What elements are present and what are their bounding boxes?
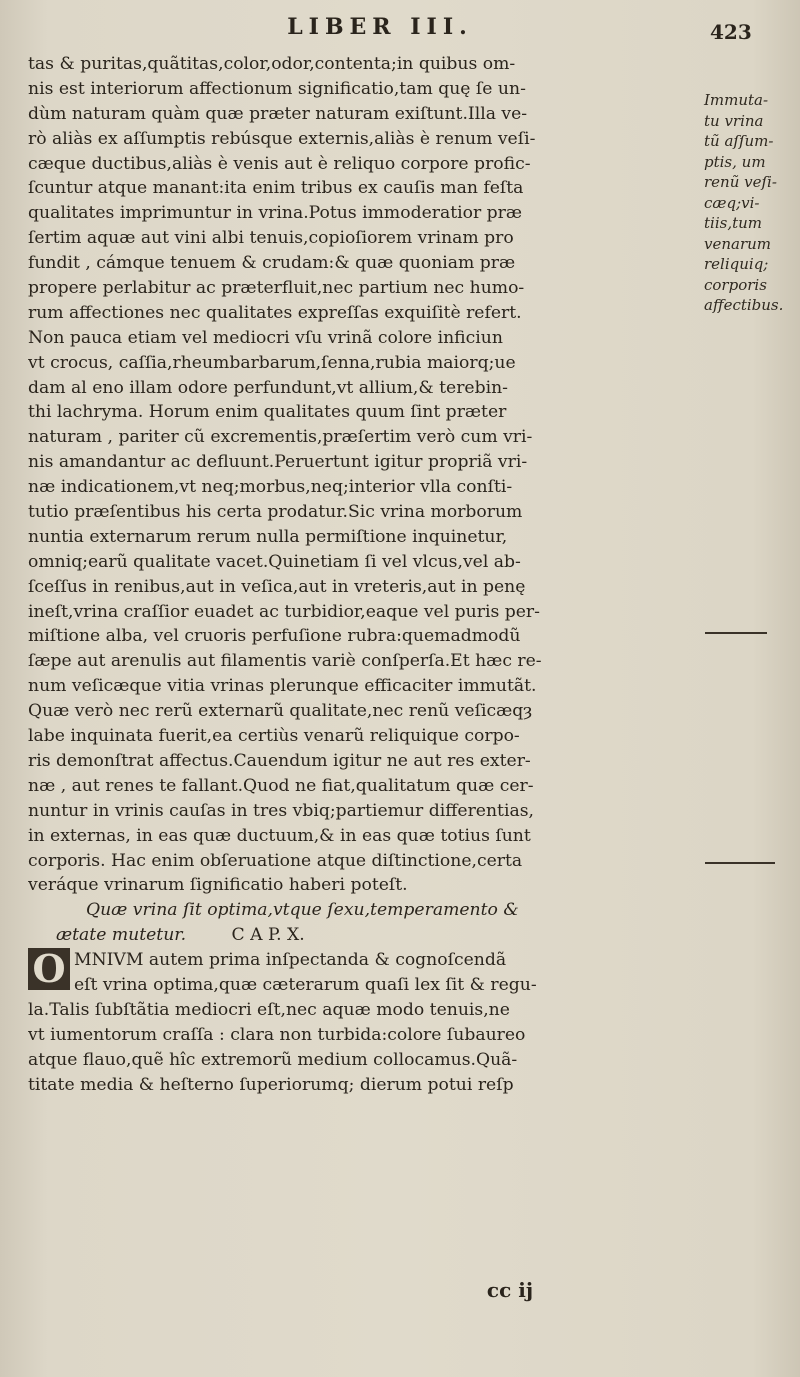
margin-rule bbox=[705, 632, 767, 634]
text-line: labe inquinata fuerit,ea certiùs venarũ reliquique corpo- bbox=[28, 726, 520, 747]
chapter-title: Quæ vrina ſit optima,vtque ſexu,temperamento & bbox=[86, 900, 519, 921]
chapter-title-continued bbox=[28, 923, 700, 948]
chapter-title-line2: ætate mutetur. bbox=[56, 925, 187, 946]
chapter-opening bbox=[28, 948, 700, 998]
text-line: thi lachryma. Horum enim qualitates quum ſint præter bbox=[28, 402, 507, 423]
text-line: dùm naturam quàm quæ præter naturam exiſtunt.Illa ve- bbox=[28, 103, 528, 124]
text-line: ſceſſus in renibus,aut in veſica,aut in vreteris,aut in penę bbox=[28, 576, 526, 597]
margin-rule bbox=[705, 862, 775, 864]
text-line: nuntur in vrinis cauſas in tres vbiq;partiemur differentias, bbox=[28, 800, 534, 821]
margin-note-line: tũ aſſum- bbox=[704, 132, 774, 150]
chapter-number: C A P. X. bbox=[231, 925, 305, 946]
margin-note-line: renũ veſi- bbox=[704, 173, 777, 191]
text-line: titate media & heſterno ſuperiorumq; dierum potui reſp bbox=[28, 1074, 514, 1095]
body-text bbox=[28, 52, 700, 1097]
text-line: ſæpe aut arenulis aut filamentis variè conſperſa.Et hæc re- bbox=[28, 651, 542, 672]
text-line: næ , aut renes te fallant.Quod ne fiat,qualitatum quæ cer- bbox=[28, 775, 534, 796]
text-line: ineſt,vrina craſſior euadet ac turbidior,eaque vel puris per- bbox=[28, 601, 540, 622]
text-line: vt iumentorum craſſa : clara non turbida:colore ſubaureo bbox=[28, 1024, 526, 1045]
text-line: veráque vrinarum ſignificatio haberi poteſt. bbox=[28, 875, 408, 896]
text-line: num veſicæque vitia vrinas plerunque efficaciter immutãt. bbox=[28, 676, 537, 697]
text-line: la.Talis ſubſtãtia mediocri eſt,nec aquæ modo tenuis,ne bbox=[28, 999, 510, 1020]
text-line: propere perlabitur ac præterfluit,nec partium nec humo- bbox=[28, 278, 525, 299]
text-line: nis amandantur ac defluunt.Peruertunt igitur propriã vri- bbox=[28, 452, 528, 473]
text-line: ſertim aquæ aut vini albi tenuis,copioſiorem vrinam pro bbox=[28, 228, 514, 249]
text-line: nis est interiorum affectionum significatio,tam quę ſe un- bbox=[28, 78, 526, 99]
text-line: omniq;earũ qualitate vacet.Quinetiam ſi vel vlcus,vel ab- bbox=[28, 551, 521, 572]
text-line: rò aliàs ex aſſumptis rebúsque externis,aliàs è renum veſi- bbox=[28, 128, 536, 149]
margin-note-line: tiis,tum bbox=[704, 214, 763, 232]
text-line: fundit , cámque tenuem & crudam:& quæ quoniam præ bbox=[28, 253, 516, 274]
text-line: dam al eno illam odore perfundunt,vt allium,& terebin- bbox=[28, 377, 508, 398]
decorated-initial: O bbox=[28, 948, 70, 990]
text-line: Non pauca etiam vel mediocri vſu vrinã colore inficiun bbox=[28, 327, 503, 348]
margin-note-line: affectibus. bbox=[704, 296, 784, 314]
margin-note-line: cæq;vi- bbox=[704, 193, 760, 212]
text-line: vt crocus, caſſia,rheumbarbarum,ſenna,rubia maiorq;ue bbox=[28, 352, 516, 373]
margin-note bbox=[704, 90, 794, 316]
text-line: rum affectiones nec qualitates expreſſas exquiſitè refert. bbox=[28, 302, 522, 323]
page-number: 423 bbox=[710, 20, 752, 44]
text-line: in externas, in eas quæ ductuum,& in eas quæ totius ſunt bbox=[28, 825, 531, 846]
text-line: cæque ductibus,aliàs è venis aut è reliquo corpore profic- bbox=[28, 153, 531, 174]
text-line: Quæ verò nec rerũ externarũ qualitate,nec renũ veſicæqȝ bbox=[28, 701, 533, 722]
signature-mark: cc ij bbox=[486, 1278, 534, 1302]
margin-note-line: ptis, um bbox=[704, 152, 766, 171]
text-line: næ indicationem,vt neq;morbus,neq;interior vlla conſti- bbox=[28, 477, 513, 498]
text-line: qualitates imprimuntur in vrina.Potus immoderatior præ bbox=[28, 203, 523, 224]
text-line: miſtione alba, vel cruoris perfuſione rubra:quemadmodũ bbox=[28, 626, 521, 647]
text-line: ſcuntur atque manant:ita enim tribus ex cauſis man feſta bbox=[28, 178, 524, 199]
margin-note-line: venarum bbox=[704, 234, 772, 253]
text-line: tas & puritas,quãtitas,color,odor,contenta;in quibus om- bbox=[28, 54, 516, 74]
text-line: MNIVM autem prima inſpectanda & cognoſcendã bbox=[74, 950, 507, 971]
text-line: nuntia externarum rerum nulla permiſtione inquinetur, bbox=[28, 526, 508, 547]
margin-note-line: reliquiq; bbox=[704, 255, 769, 273]
text-line: ris demonſtrat affectus.Cauendum igitur ne aut res exter- bbox=[28, 750, 531, 771]
margin-note-line: Immuta- bbox=[704, 91, 769, 109]
text-line: atque flauo,quẽ hîc extremorũ medium collocamus.Quã- bbox=[28, 1049, 518, 1070]
text-line: corporis. Hac enim obſeruatione atque diſtinctione,certa bbox=[28, 850, 523, 871]
text-line: tutio præſentibus his certa prodatur.Sic vrina morborum bbox=[28, 502, 523, 523]
text-line: eſt vrina optima,quæ cæterarum quaſi lex ſit & regu- bbox=[74, 974, 537, 995]
text-line: naturam , pariter cũ excrementis,præſertim verò cum vri- bbox=[28, 427, 533, 448]
running-head: LIBER III. bbox=[287, 14, 473, 40]
margin-note-line: tu vrina bbox=[704, 111, 764, 130]
margin-note-line: corporis bbox=[704, 275, 767, 294]
